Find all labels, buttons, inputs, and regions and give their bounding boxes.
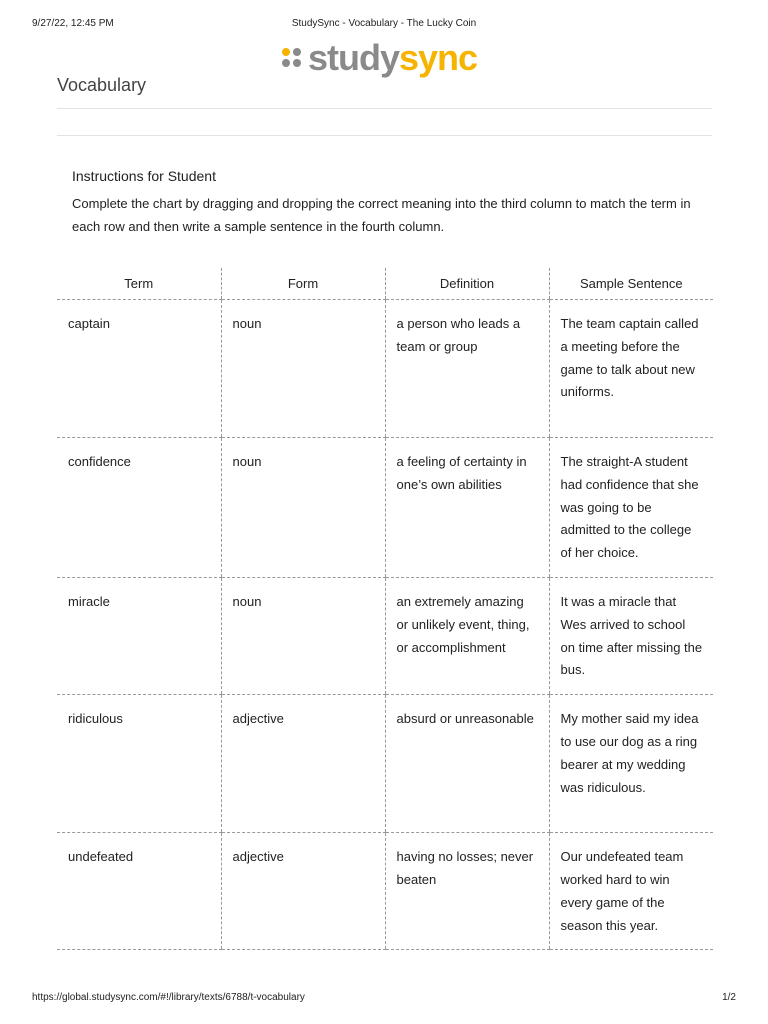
column-header-term: Term [57,268,221,300]
column-header-sample-sentence: Sample Sentence [549,268,713,300]
term-cell: undefeated [57,833,221,950]
term-cell: ridiculous [57,695,221,833]
print-footer [32,992,736,1006]
form-cell: noun [221,300,385,438]
studysync-logo [282,38,477,78]
definition-cell[interactable]: a person who leads a team or group [385,300,549,438]
column-header-definition: Definition [385,268,549,300]
print-header [32,18,736,32]
sample-sentence-cell[interactable]: My mother said my idea to use our dog as a ring bearer at my wedding was ridiculous. [549,695,713,833]
definition-cell[interactable]: a feeling of certainty in one’s own abilities [385,438,549,578]
table-row [57,438,713,578]
table-row [57,300,713,438]
column-header-form: Form [221,268,385,300]
sample-sentence-cell[interactable]: It was a miracle that Wes arrived to school on time after missing the bus. [549,577,713,694]
print-document-title: StudySync - Vocabulary - The Lucky Coin [291,18,477,29]
section-divider [57,135,712,136]
term-cell: captain [57,300,221,438]
page-title: Vocabulary [57,75,147,95]
page-number: 1/2 [722,992,736,1003]
term-cell: confidence [57,438,221,578]
logo-wordmark: studysync [308,37,478,78]
sample-sentence-cell[interactable]: The straight-A student had confidence that she was going to be admitted to the college of her choice. [549,438,713,578]
definition-cell[interactable]: absurd or unreasonable [385,695,549,833]
term-cell: miracle [57,577,221,694]
instructions-text: Complete the chart by dragging and dropping the correct meaning into the third column to match the term in each row and then write a sample sentence in the fourth column. [72,196,691,234]
table-row [57,577,713,694]
sample-sentence-cell[interactable]: The team captain called a meeting before the game to talk about new uniforms. [549,300,713,438]
title-divider [57,108,712,109]
form-cell: adjective [221,833,385,950]
definition-cell[interactable]: an extremely amazing or unlikely event, thing, or accomplishment [385,577,549,694]
definition-cell[interactable]: having no losses; never beaten [385,833,549,950]
table-row [57,833,713,950]
form-cell: noun [221,577,385,694]
print-datetime: 9/27/22, 12:45 PM [32,18,114,29]
logo-dots-icon [282,48,302,68]
print-url: https://global.studysync.com/#!/library/texts/6788/t-vocabulary [32,992,305,1003]
instructions-heading: Instructions for Student [72,168,216,184]
table-row [57,695,713,833]
table-header-row [57,268,713,300]
form-cell: adjective [221,695,385,833]
sample-sentence-cell[interactable]: Our undefeated team worked hard to win every game of the season this year. [549,833,713,950]
form-cell: noun [221,438,385,578]
vocabulary-table [57,268,713,950]
